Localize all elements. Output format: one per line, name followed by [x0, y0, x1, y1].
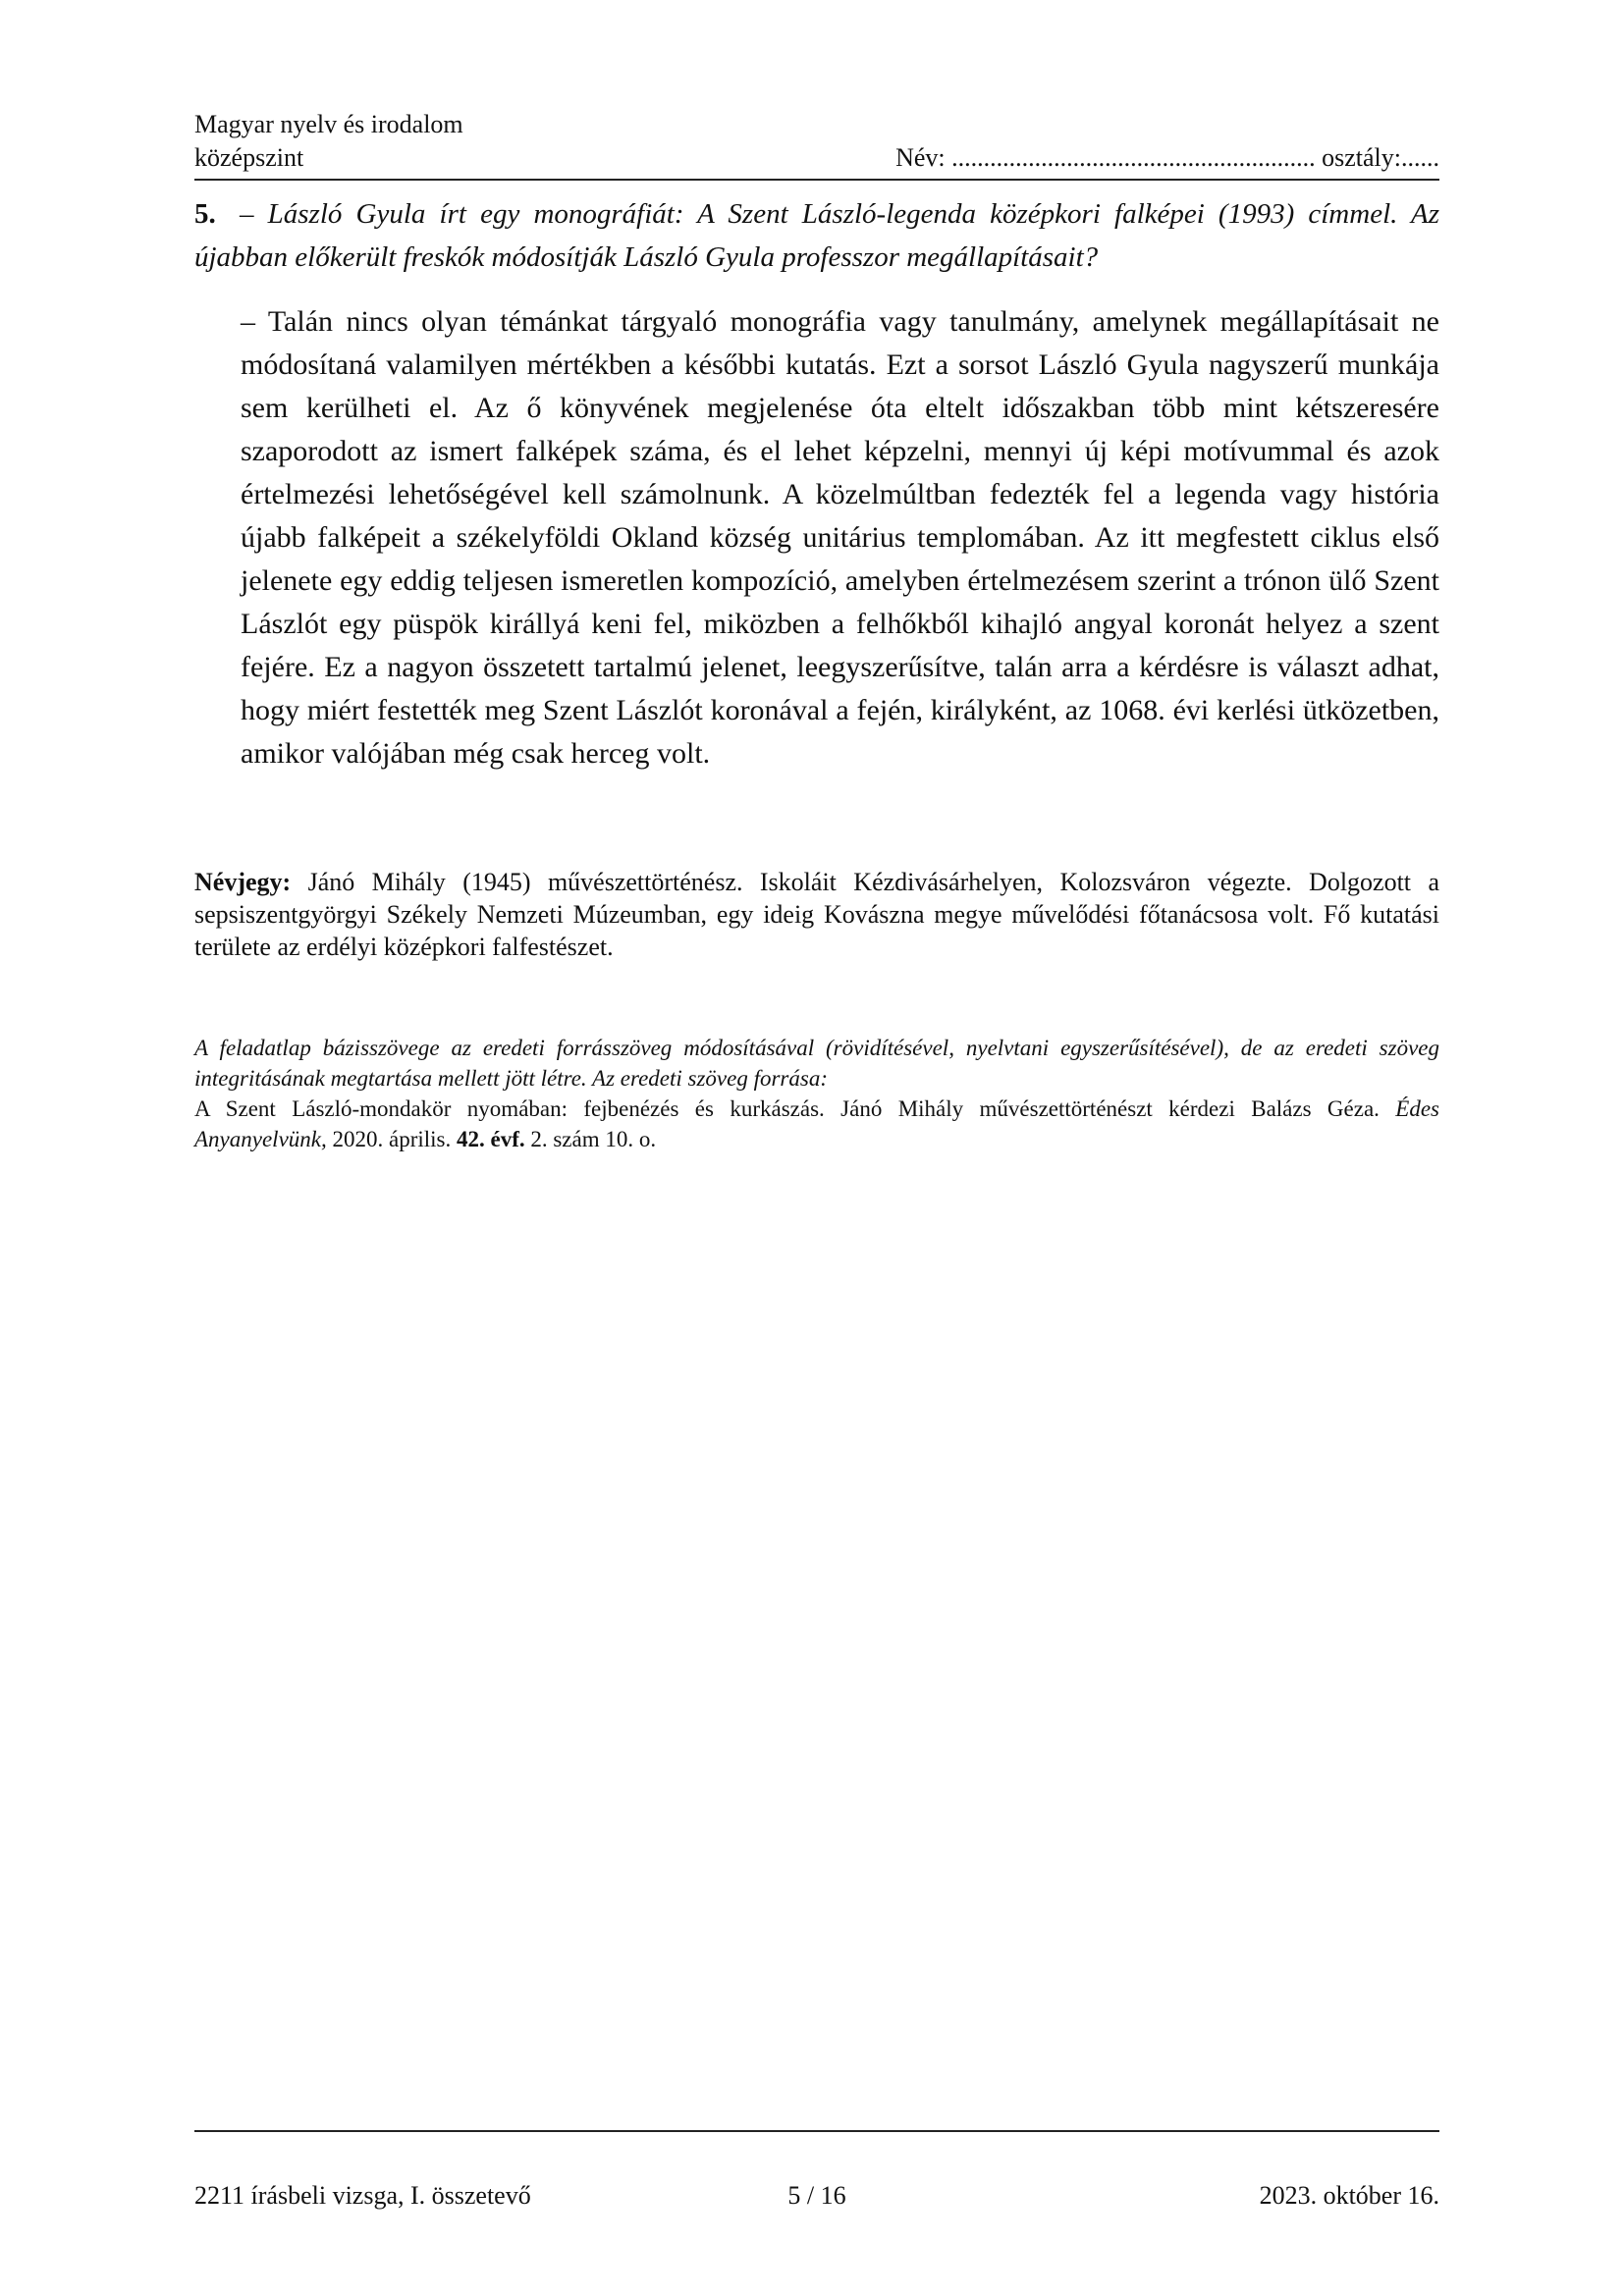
question-text: – László Gyula írt egy monográfiát: A Szent László-legenda középkori falképei (1993) címmel. Az újabban előkerült freskók módosítják László Gyula professzor megállapításait? — [194, 198, 1439, 273]
header-subject-block — [194, 108, 463, 175]
header-name-field: Név: ......................................................... osztály:...... — [895, 143, 1439, 172]
source-note: A feladatlap bázisszövege az eredeti forrásszöveg módosításával (rövidítésével, nyelvtani egyszerűsítésével), de az eredeti szöveg integritásának megtartása mellett jött létre. Az eredeti szöveg forrása: — [194, 1036, 1439, 1091]
question-number: 5. — [194, 198, 216, 230]
footer-page-number: 5 / 16 — [787, 2181, 846, 2210]
header-level: középszint — [194, 143, 304, 172]
source-date: 2020. április. — [326, 1127, 457, 1151]
page-header — [194, 108, 1439, 181]
source-ref-text: A Szent László-mondakör nyomában: fejbenézés és kurkászás. Jánó Mihály művészettörténészt kérdezi Balázs Géza. — [194, 1096, 1396, 1121]
bio-label: Névjegy: — [194, 868, 292, 896]
question — [194, 192, 1439, 279]
bio-text: Jánó Mihály (1945) művészettörténész. Iskoláit Kézdivásárhelyen, Kolozsváron végezte. Dolgozott a sepsiszentgyörgyi Székely Nemzeti Múzeumban, egy ideig Kovászna megye művelődési főtanácsosa volt. Fő kutatási területe az erdélyi középkori falfestészet. — [194, 868, 1439, 961]
source-volume: 42. évf. — [456, 1127, 525, 1151]
footer-exam-code: 2211 írásbeli vizsga, I. összetevő — [194, 2181, 531, 2210]
bio-paragraph — [194, 866, 1439, 963]
page-footer — [194, 2130, 1439, 2211]
source-reference — [194, 1094, 1439, 1154]
footer-date: 2023. október 16. — [1259, 2181, 1439, 2210]
source-issue: 2. szám 10. o. — [524, 1127, 657, 1151]
answer-paragraph: – Talán nincs olyan témánkat tárgyaló monográfia vagy tanulmány, amelynek megállapításait ne módosítaná valamilyen mértékben a későbbi kutatás. Ezt a sorsot László Gyula nagyszerű munkája sem kerülheti el. Az ő könyvének megjelenése óta eltelt időszakban több mint kétszeresére szaporodott az ismert falképek száma, és el lehet képzelni, mennyi új képi motívummal és azok értelmezési lehetőségével kell számolnunk. A közelmúltban fedezték fel a legenda vagy história újabb falképeit a székelyföldi Okland község unitárius templomában. Az itt megfestett ciklus első jelenete egy eddig teljesen ismeretlen kompozíció, amelyben értelmezésem szerint a trónon ülő Szent Lászlót egy püspök királlyá keni fel, miközben a felhőkből kihajló angyal koronát helyez a szent fejére. Ez a nagyon összetett tartalmú jelenet, leegyszerűsítve, talán arra a kérdésre is választ adhat, hogy miért festették meg Szent Lászlót koronával a fején, királyként, az 1068. évi kerlési ütközetben, amikor valójában még csak herceg volt. — [241, 305, 1439, 770]
header-subject: Magyar nyelv és irodalom — [194, 110, 463, 138]
source-journal: Édes Anyanyelvünk, — [194, 1096, 1439, 1151]
